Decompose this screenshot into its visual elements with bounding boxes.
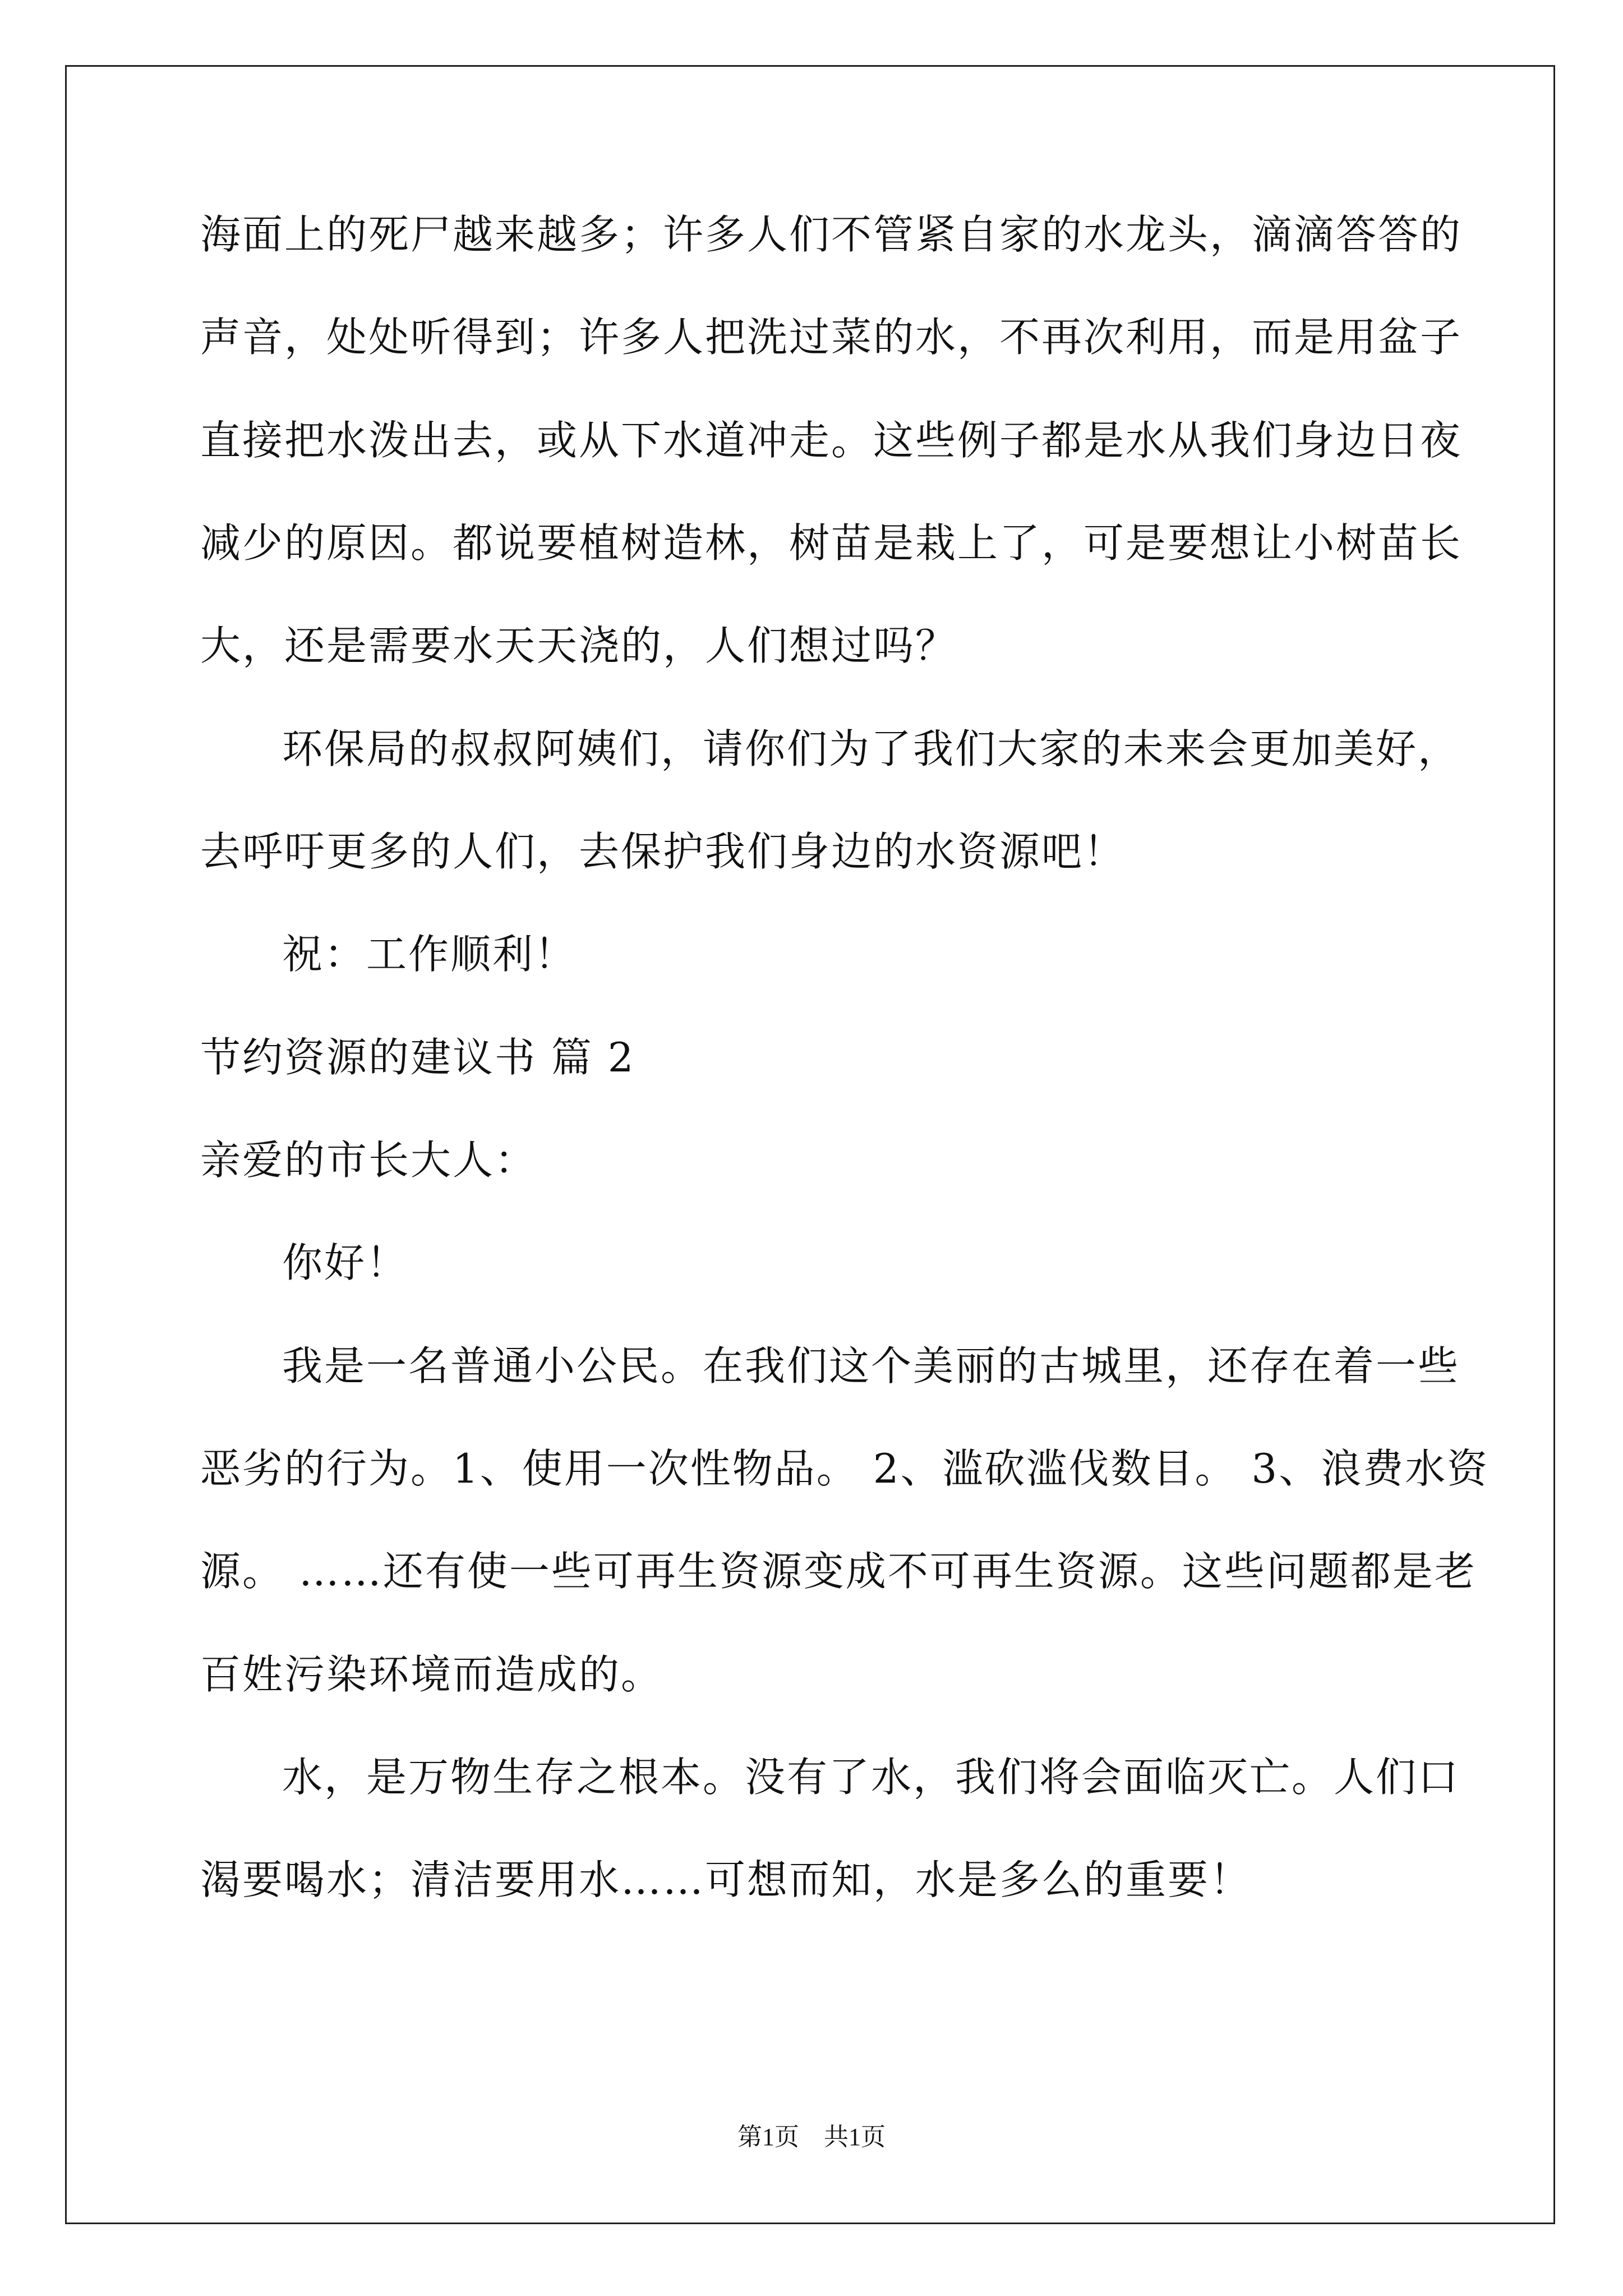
section-heading: 节约资源的建议书 篇 2 <box>200 1034 635 1081</box>
paragraph-line: 减少的原因。都说要植树造林，树苗是栽上了，可是要想让小树苗长 <box>200 519 1463 567</box>
paragraph-line: 声音，处处听得到；许多人把洗过菜的水，不再次利用，而是用盆子 <box>200 314 1463 361</box>
salutation: 亲爱的市长大人： <box>200 1137 537 1184</box>
paragraph-line: 渴要喝水；清洁要用水……可想而知，水是多么的重要！ <box>200 1856 1252 1903</box>
paragraph-line: 环保局的叔叔阿姨们，请你们为了我们大家的未来会更加美好， <box>282 725 1460 772</box>
paragraph-line: 源。 ……还有使一些可再生资源变成不可再生资源。这些问题都是老 <box>200 1548 1477 1595</box>
paragraph-line: 水，是万物生存之根本。没有了水，我们将会面临灭亡。人们口 <box>282 1754 1460 1801</box>
paragraph-line: 恶劣的行为。1、使用一次性物品。 2、滥砍滥伐数目。 3、浪费水资 <box>200 1445 1490 1492</box>
page-number: 第1页 共1页 <box>737 2123 886 2151</box>
greeting: 你好！ <box>282 1239 409 1286</box>
paragraph-line: 去呼吁更多的人们，去保护我们身边的水资源吧！ <box>200 828 1126 875</box>
paragraph-line: 大，还是需要水天天浇的，人们想过吗？ <box>200 622 958 669</box>
paragraph-line: 海面上的死尸越来越多；许多人们不管紧自家的水龙头，滴滴答答的 <box>200 211 1463 258</box>
paragraph-line: 我是一名普通小公民。在我们这个美丽的古城里，还存在着一些 <box>282 1342 1460 1389</box>
closing-greeting: 祝：工作顺利！ <box>282 931 577 978</box>
paragraph-line: 百姓污染环境而造成的。 <box>200 1651 663 1698</box>
paragraph-line: 直接把水泼出去，或从下水道冲走。这些例子都是水从我们身边日夜 <box>200 417 1463 464</box>
